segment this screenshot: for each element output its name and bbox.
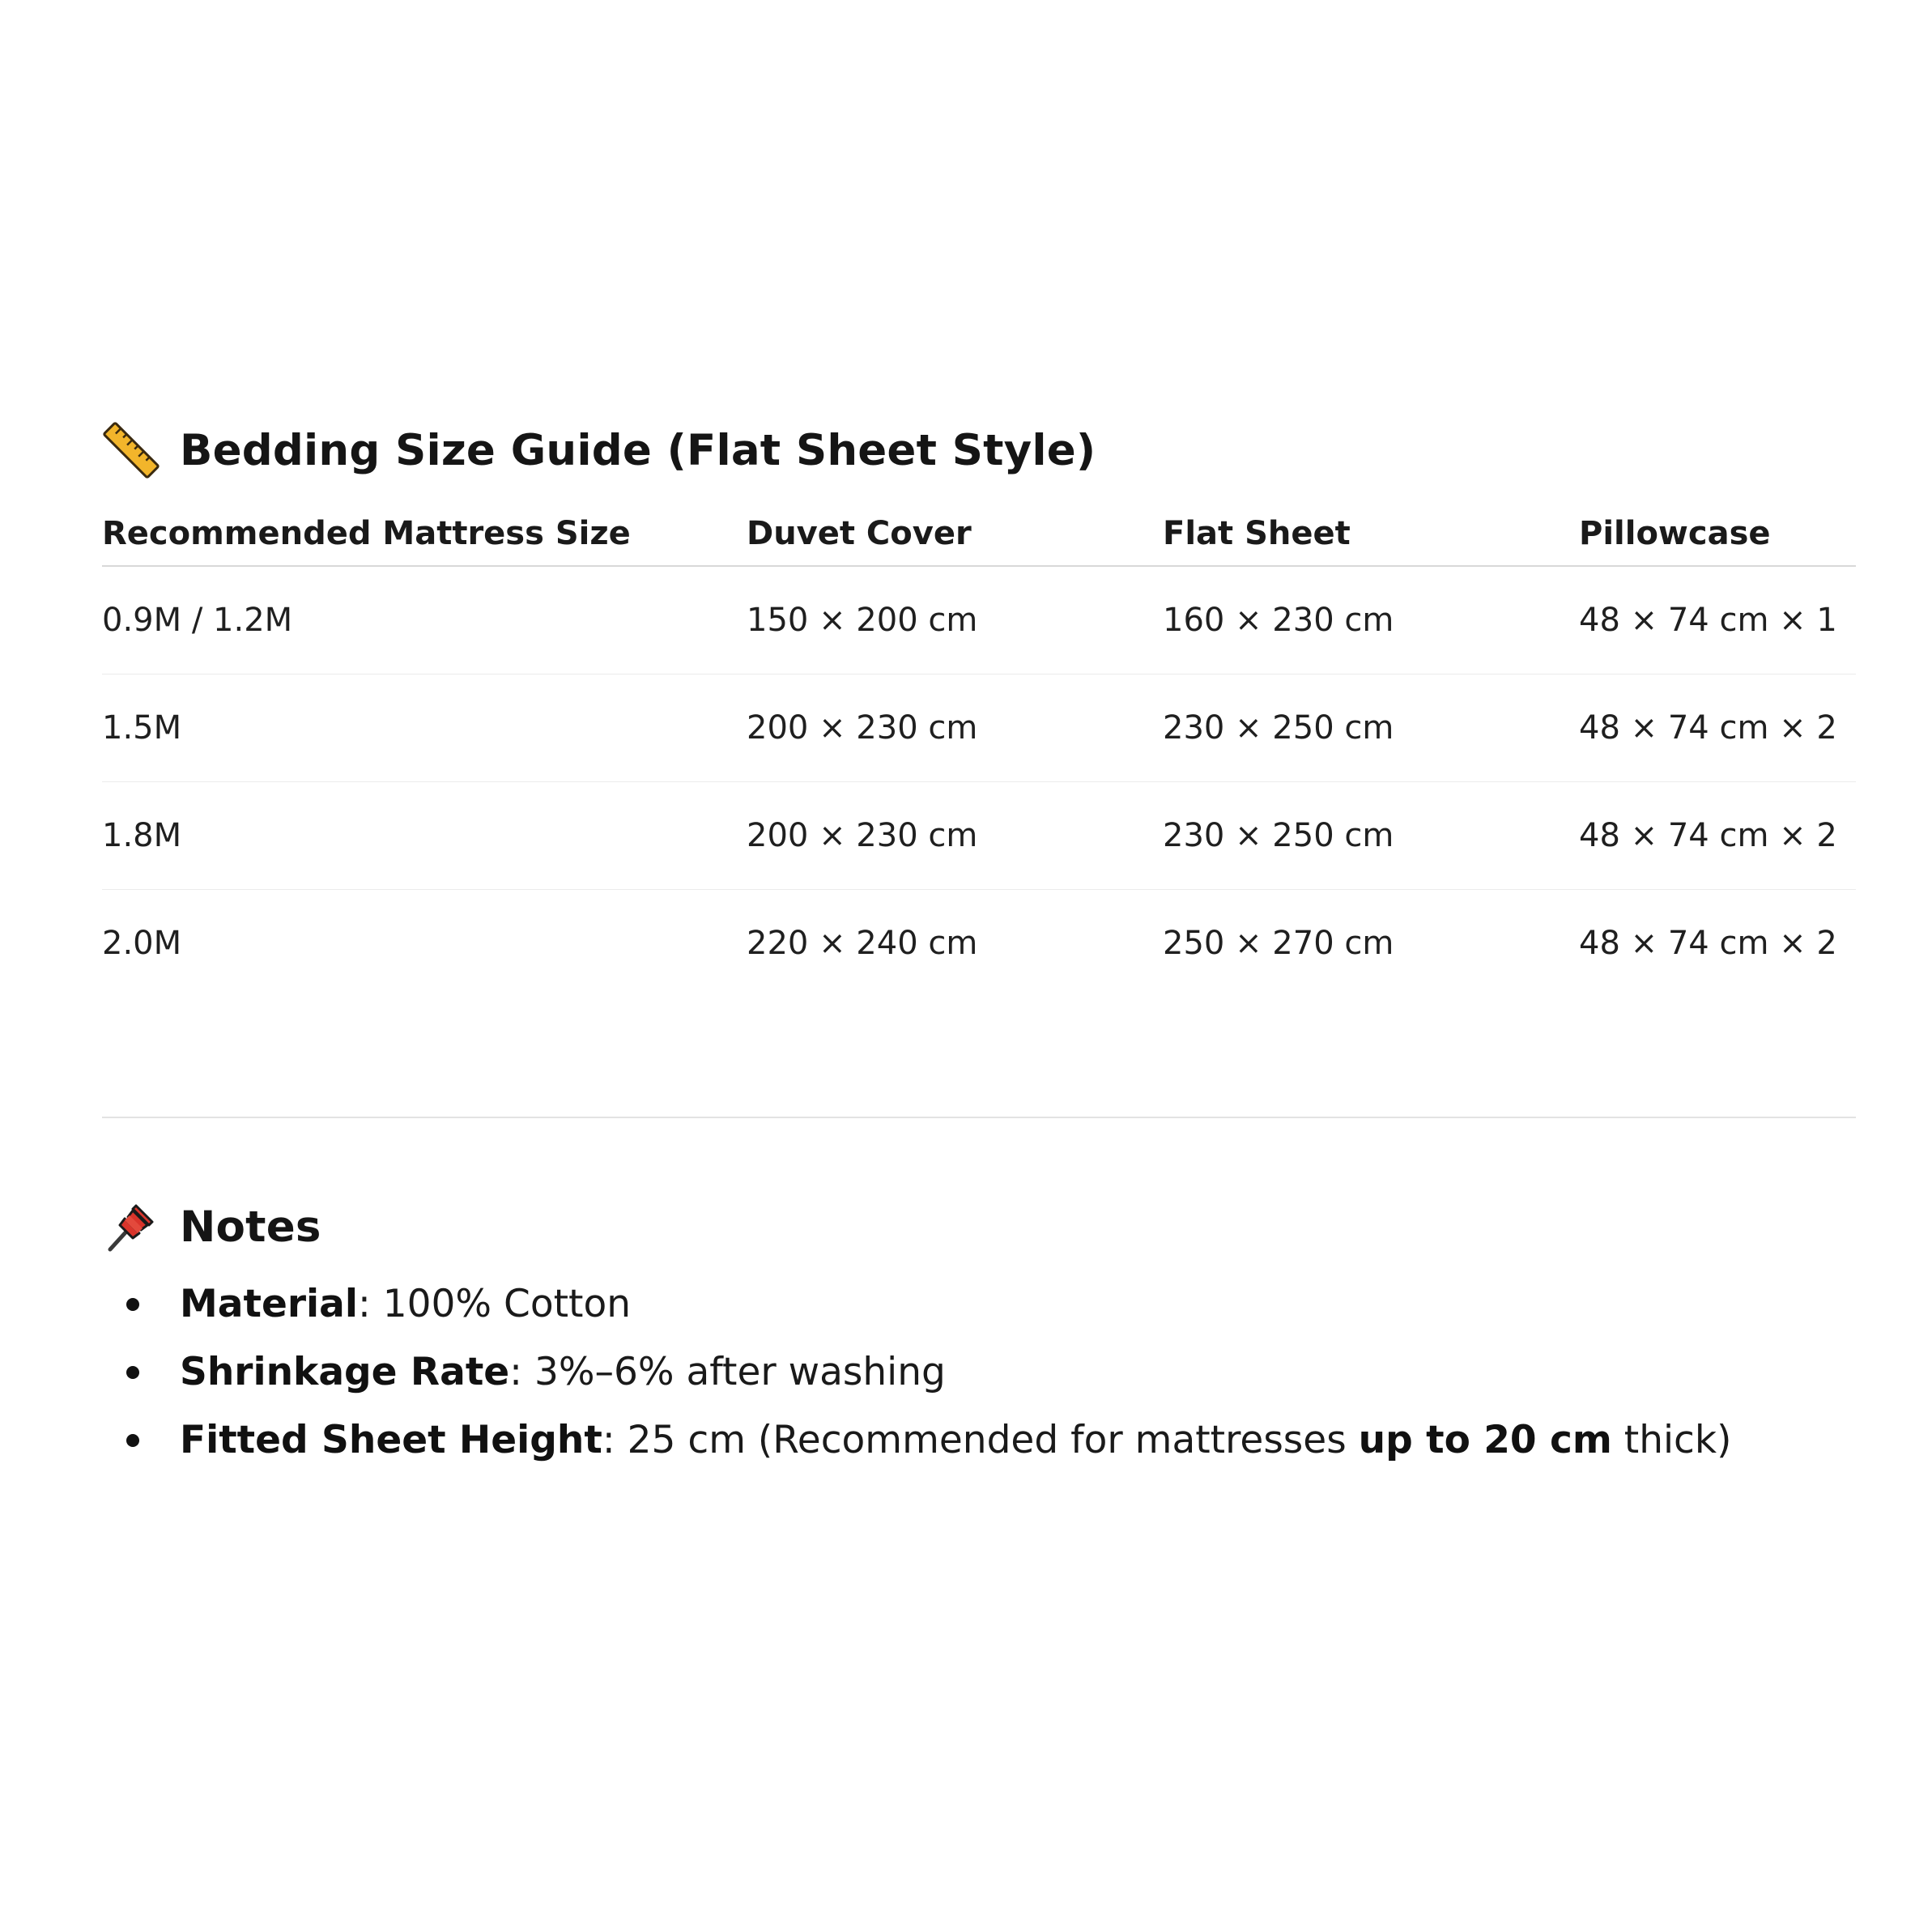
header-pillowcase: Pillowcase xyxy=(1579,502,1856,566)
list-item xyxy=(102,1338,1856,1406)
cell-duvet-cover: 220 × 240 cm xyxy=(747,925,978,962)
header-duvet-cover: Duvet Cover xyxy=(747,502,1163,566)
cell-duvet-cover: 200 × 230 cm xyxy=(747,782,1163,890)
table-row xyxy=(102,890,1856,998)
cell-flat-sheet: 230 × 250 cm xyxy=(1163,782,1579,890)
table-header-row xyxy=(102,502,1856,566)
size-table xyxy=(102,502,1856,997)
cell-flat-sheet: 250 × 270 cm xyxy=(1163,925,1394,962)
section-divider xyxy=(102,1117,1856,1118)
note-text-after: thick) xyxy=(1611,1418,1732,1462)
cell-mattress-size: 1.5M xyxy=(102,674,747,782)
table-row xyxy=(102,674,1856,782)
bullet-icon xyxy=(126,1434,139,1447)
note-label: Shrinkage Rate xyxy=(180,1350,510,1394)
bullet-icon xyxy=(126,1366,139,1379)
bullet-icon xyxy=(126,1298,139,1311)
cell-mattress-size: 2.0M xyxy=(102,925,182,962)
notes-list xyxy=(102,1270,1856,1475)
cell-flat-sheet: 160 × 230 cm xyxy=(1163,566,1579,674)
note-text: : 100% Cotton xyxy=(357,1282,632,1326)
note-label: Fitted Sheet Height xyxy=(180,1418,602,1462)
list-item xyxy=(102,1406,1856,1475)
size-guide-title: Bedding Size Guide (Flat Sheet Style) xyxy=(180,425,1096,475)
cell-pillowcase: 48 × 74 cm × 2 xyxy=(1579,782,1856,890)
notes-title: Notes xyxy=(180,1202,321,1252)
ruler-icon xyxy=(102,421,160,479)
cell-flat-sheet: 230 × 250 cm xyxy=(1163,674,1579,782)
note-text: : 3%–6% after washing xyxy=(509,1350,946,1394)
cell-mattress-size: 0.9M / 1.2M xyxy=(102,566,747,674)
list-item xyxy=(102,1270,1856,1338)
page xyxy=(102,413,1856,1475)
note-emphasis: up to 20 cm xyxy=(1358,1418,1612,1462)
table-row xyxy=(102,782,1856,890)
cell-pillowcase: 48 × 74 cm × 2 xyxy=(1579,925,1837,962)
cell-mattress-size: 1.8M xyxy=(102,782,747,890)
note-text: : 25 cm (Recommended for mattresses xyxy=(602,1418,1359,1462)
note-label: Material xyxy=(180,1282,358,1326)
header-flat-sheet: Flat Sheet xyxy=(1163,502,1579,566)
cell-pillowcase: 48 × 74 cm × 1 xyxy=(1579,566,1856,674)
notes-heading xyxy=(102,1189,1856,1264)
pushpin-icon xyxy=(102,1198,160,1256)
size-guide-heading xyxy=(102,413,1856,487)
cell-duvet-cover: 200 × 230 cm xyxy=(747,674,1163,782)
cell-pillowcase: 48 × 74 cm × 2 xyxy=(1579,674,1856,782)
table-row xyxy=(102,566,1856,674)
cell-duvet-cover: 150 × 200 cm xyxy=(747,566,1163,674)
header-mattress-size: Recommended Mattress Size xyxy=(102,502,747,566)
